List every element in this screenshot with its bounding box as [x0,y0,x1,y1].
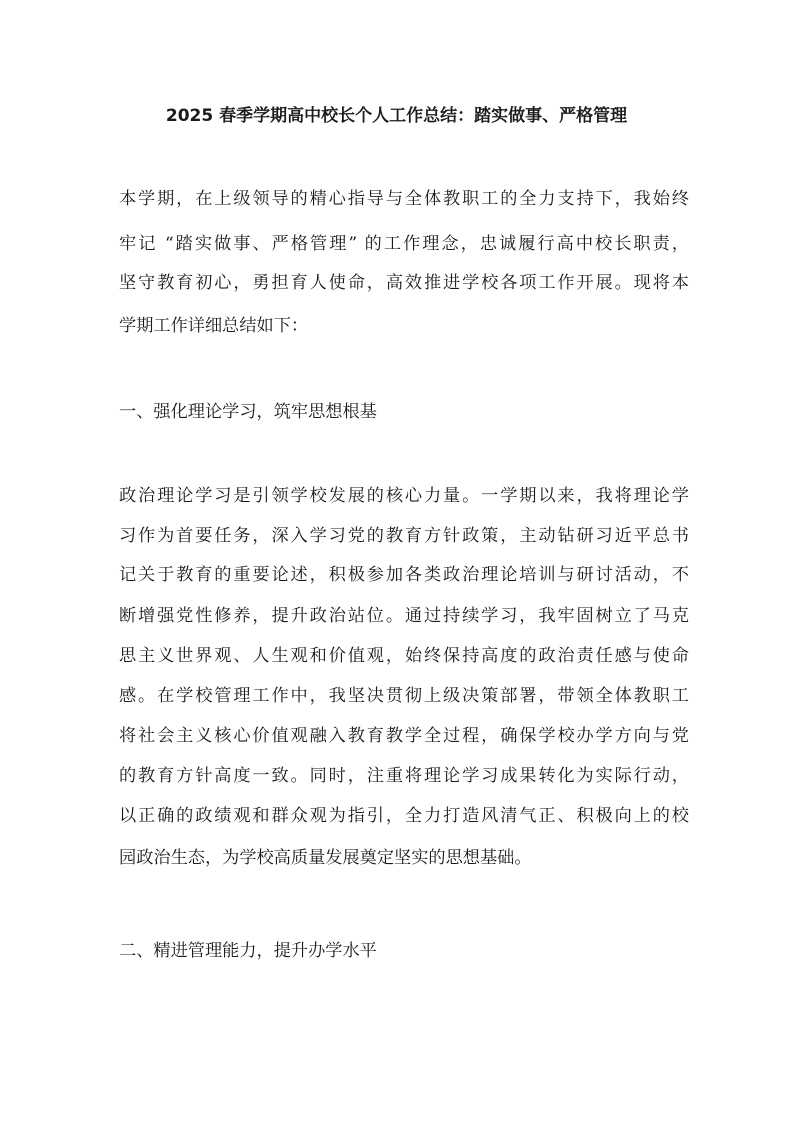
section1-line: 将社会主义核心价值观融入教育教学全过程，确保学校办学方向与党 [119,726,689,746]
section1-line: 政治理论学习是引领学校发展的核心力量。一学期以来，我将理论学 [119,486,689,506]
section1-line: 的教育方针高度一致。同时，注重将理论学习成果转化为实际行动， [119,766,689,786]
section-heading-2: 二、精进管理能力，提升办学水平 [119,941,377,961]
section1-line: 记关于教育的重要论述，积极参加各类政治理论培训与研讨活动，不 [119,565,689,585]
intro-line: 牢记 “踏实做事、严格管理” 的工作理念，忠诚履行高中校长职责， [119,234,689,254]
section1-line: 习作为首要任务，深入学习党的教育方针政策，主动钻研习近平总书 [119,526,689,546]
section1-line: 断增强党性修养，提升政治站位。通过持续学习，我牢固树立了马克 [119,606,689,626]
section-heading-1: 一、强化理论学习，筑牢思想根基 [119,402,377,422]
section1-line: 思主义世界观、人生观和价值观，始终保持高度的政治责任感与使命 [119,646,689,666]
intro-line: 本学期，在上级领导的精心指导与全体教职工的全力支持下，我始终 [119,189,689,209]
intro-line: 学期工作详细总结如下： [119,316,309,336]
section1-line: 园政治生态，为学校高质量发展奠定坚实的思想基础。 [119,848,532,868]
intro-line: 坚守教育初心，勇担育人使命，高效推进学校各项工作开展。现将本 [119,273,689,293]
document-title: 2025 春季学期高中校长个人工作总结：踏实做事、严格管理 [165,106,628,126]
section1-line: 以正确的政绩观和群众观为指引，全力打造风清气正、积极向上的校 [119,806,689,826]
section1-line: 感。在学校管理工作中，我坚决贯彻上级决策部署，带领全体教职工 [119,686,689,706]
